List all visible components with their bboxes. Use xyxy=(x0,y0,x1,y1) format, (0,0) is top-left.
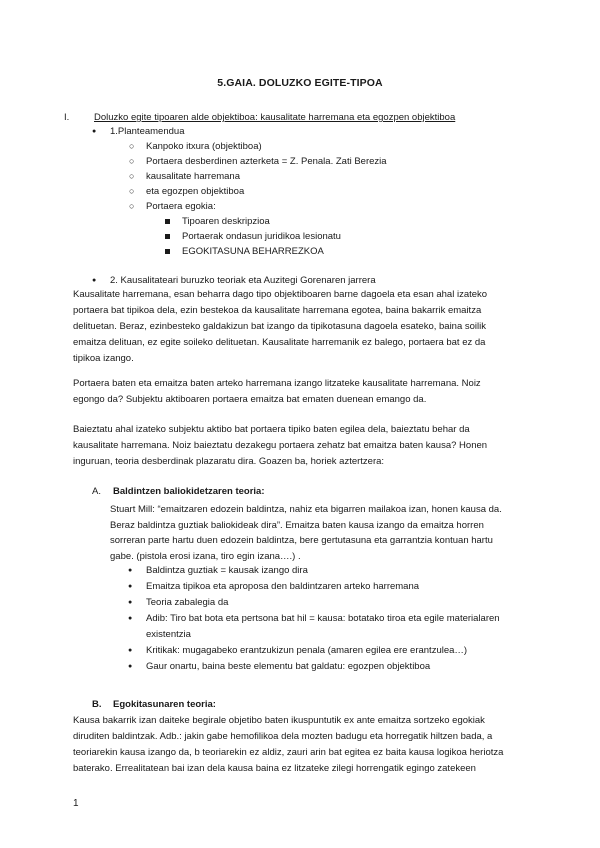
outline-subitem: ○ Kanpoko itxura (objektiboa) xyxy=(129,141,262,152)
square-bullet-icon xyxy=(165,219,170,224)
document-title: 5.GAIA. DOLUZKO EGITE-TIPOA xyxy=(217,77,383,89)
bullet-icon: ● xyxy=(128,647,133,654)
list-item: ● Baldintza guztiak = kausak izango dira xyxy=(146,563,536,579)
paragraph: Kausa bakarrik izan daiteke begirale objetibo baten ikuspuntutik ex ante emaitza sortzeko egokiak diruditen baldintzak. Adb.: jakin gabe hemofilikoa dela mozten badugu eta horregatik hiltzen bada, a teoriarekin kausa izango da, b teoriarekin ez aldiz, zauri arin bat egitea ez baita kausa logikoa heriotza baterako. Errealitatean bai izan dela kausa baina ez litzateke zilegi horrengatik egingo zatekeen xyxy=(73,715,504,774)
bullet-icon: ● xyxy=(92,277,97,284)
circle-bullet-icon: ○ xyxy=(129,156,135,166)
paragraph: Kausalitate harremana, esan beharra dago tipo objektiboaren barne dagoela eta esan ahal izateko portaera bat tipikoa dela, ezin bestekoa da kausalitate harremana egotea, baina bakarrik emaitza delituetan. Beraz, ezinbesteko galdakizun bat izango da tipikotasuna dagoela esateko, baina soilik emaitza delituan, ez egite soileko delituetan. Kausalitate harremanik ez balego, portaera bat ez da tipikoa izango. xyxy=(73,289,488,364)
bullet-icon: ● xyxy=(128,567,133,574)
paragraph: Portaera baten eta emaitza baten arteko harremana izango litzateke kausalitate harremana. Noiz egongo da? Subjektu aktiboaren portaera emaitza bat ematen duenean emango da. xyxy=(73,378,481,405)
list-item: ● Gaur onartu, baina beste elementu bat galdatu: egozpen objektiboa xyxy=(146,659,536,675)
list-item: ● Teoria zabalegia da xyxy=(146,595,536,611)
bullet-icon: ● xyxy=(128,599,133,606)
outline-item-1: ● 1.Planteamendua xyxy=(92,126,185,137)
section-heading-1 xyxy=(64,112,455,123)
outline-subitem: ○ eta egozpen objektiboa xyxy=(129,186,245,197)
square-bullet-icon xyxy=(165,234,170,239)
page-number: 1 xyxy=(73,798,79,809)
outline-subsubitem: Portaerak ondasun juridikoa lesionatu xyxy=(182,230,341,243)
list-item: ● Kritikak: mugagabeko erantzukizun penala (amaren egilea ere erantzulea…) xyxy=(146,643,536,659)
outline-subsubitem: EGOKITASUNA BEHARREZKOA xyxy=(182,245,324,258)
section-title: Doluzko egite tipoaren alde objektiboa: kausalitate harremana eta egozpen objektiboa xyxy=(94,112,456,123)
outline-subsubitem: Tipoaren deskripzioa xyxy=(182,215,270,228)
outline-item-2: ● 2. Kausalitateari buruzko teoriak eta Auzitegi Gorenaren jarrera xyxy=(92,275,376,286)
bullet-icon: ● xyxy=(92,128,97,135)
list-item: ● Adib: Tiro bat bota eta pertsona bat hil = kausa: botatako tiroa eta egile materialaren existentzia xyxy=(128,613,500,640)
bullet-icon: ● xyxy=(128,615,133,622)
subsection-heading-a: A. Baldintzen baliokidetzaren teoria: xyxy=(92,486,265,497)
circle-bullet-icon: ○ xyxy=(129,186,135,196)
circle-bullet-icon: ○ xyxy=(129,201,135,211)
list-item: ● Emaitza tipikoa eta aproposa den baldintzaren arteko harremana xyxy=(146,579,536,595)
outline-subitem: ○ Portaera egokia: xyxy=(129,201,216,212)
section-number: I. xyxy=(64,112,70,123)
circle-bullet-icon: ○ xyxy=(129,141,135,151)
subsection-heading-b: B. Egokitasunaren teoria: xyxy=(92,699,216,710)
outline-subitem: ○ Portaera desberdinen azterketa = Z. Penala. Zati Berezia xyxy=(129,156,387,167)
subsection-a-text: Stuart Mill: “emaitzaren edozein baldintza, nahiz eta bigarren mailakoa izan, honen kausa da. Beraz baldintza guztiak baliokideak dira”. Emaitza baten kausa izango da emaitza horren sorreran parte hartu duen edozein baldintza, bere gertutasuna eta garrantzia kontuan hartu gabe. (pistola erosi izana, tiro egin izana….) . xyxy=(110,504,502,562)
square-bullet-icon xyxy=(165,249,170,254)
outline-subitem: ○ kausalitate harremana xyxy=(129,171,240,182)
circle-bullet-icon: ○ xyxy=(129,171,135,181)
bullet-icon: ● xyxy=(128,663,133,670)
paragraph: Baieztatu ahal izateko subjektu aktibo bat portaera tipiko baten egilea dela, baieztatu behar da kausalitate harremana. Noiz baieztatu dezakegu portaera zehatz bat emaitza baten kausa? Honen inguruan, teoria desberdinak plazaratu dira. Goazen ba, horiek aztertzera: xyxy=(73,424,488,467)
bullet-icon: ● xyxy=(128,583,133,590)
